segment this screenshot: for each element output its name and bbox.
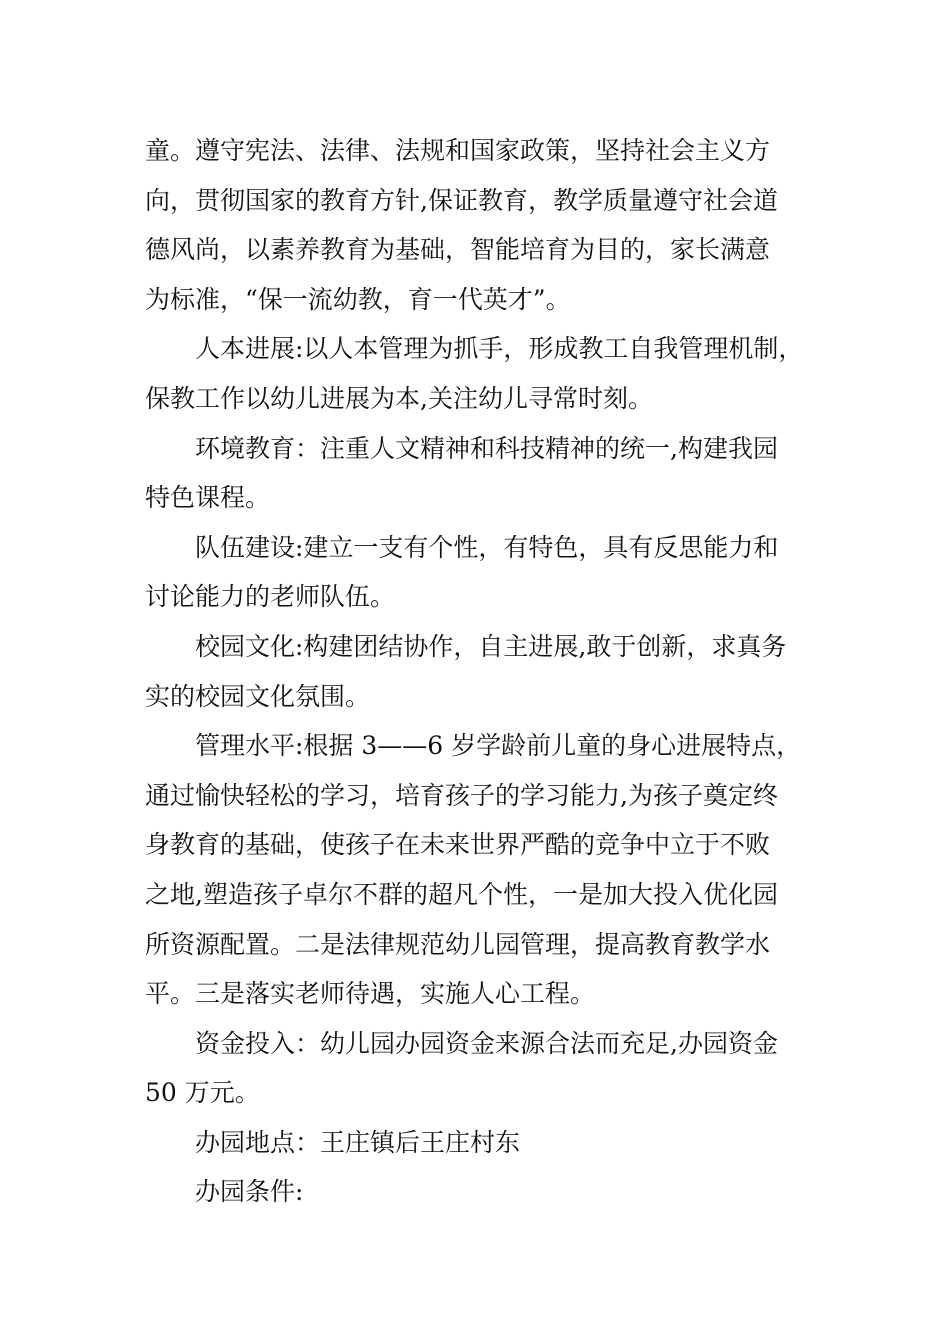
paragraph-location: 办园地点：王庄镇后王庄村东 <box>195 1127 521 1157</box>
text-line: 身教育的基础，使孩子在未来世界严酷的竞争中立于不败 <box>145 830 771 860</box>
paragraph-conditions: 办园条件: <box>195 1177 304 1207</box>
text-line: 所资源配置。二是法律规范幼儿园管理，提高教育教学水 <box>145 929 771 959</box>
text-line: 50 万元。 <box>145 1078 260 1108</box>
paragraph-start-team: 队伍建设:建立一支有个性，有特色，具有反思能力和 <box>195 532 779 562</box>
paragraph-start-environment: 环境教育：注重人文精神和科技精神的统一,构建我园 <box>195 433 778 463</box>
paragraph-start-campus-culture: 校园文化:构建团结协作，自主进展,敢于创新，求真务 <box>195 631 787 661</box>
text-line: 讨论能力的老师队伍。 <box>145 582 396 612</box>
paragraph-start-management: 管理水平:根据 3——6 岁学龄前儿童的身心进展特点， <box>195 731 802 761</box>
paragraph-start-funding: 资金投入：幼儿园办园资金来源合法而充足,办园资金 <box>195 1028 778 1058</box>
text-line: 德风尚，以素养教育为基础，智能培育为目的，家长满意 <box>145 235 771 265</box>
body-text <box>145 126 810 1217</box>
text-line: 向，贯彻国家的教育方针,保证教育，教学质量遵守社会道 <box>145 185 778 215</box>
paragraph-start-people-oriented: 人本进展:以人本管理为抓手，形成教工自我管理机制， <box>195 334 804 364</box>
text-line: 之地,塑造孩子卓尔不群的超凡个性，一是加大投入优化园 <box>145 879 778 909</box>
text-line: 平。三是落实老师待遇，实施人心工程。 <box>145 979 596 1009</box>
text-line: 为标准，“保一流幼教，育一代英才”。 <box>145 284 571 314</box>
text-line: 保教工作以幼儿进展为本,关注幼儿寻常时刻。 <box>145 383 653 413</box>
text-line: 童。遵守宪法、法律、法规和国家政策，坚持社会主义方 <box>145 136 771 165</box>
text-line: 通过愉快轻松的学习，培育孩子的学习能力,为孩子奠定终 <box>145 780 778 810</box>
text-line: 实的校园文化氛围。 <box>145 681 371 711</box>
text-line: 特色课程。 <box>145 483 271 513</box>
